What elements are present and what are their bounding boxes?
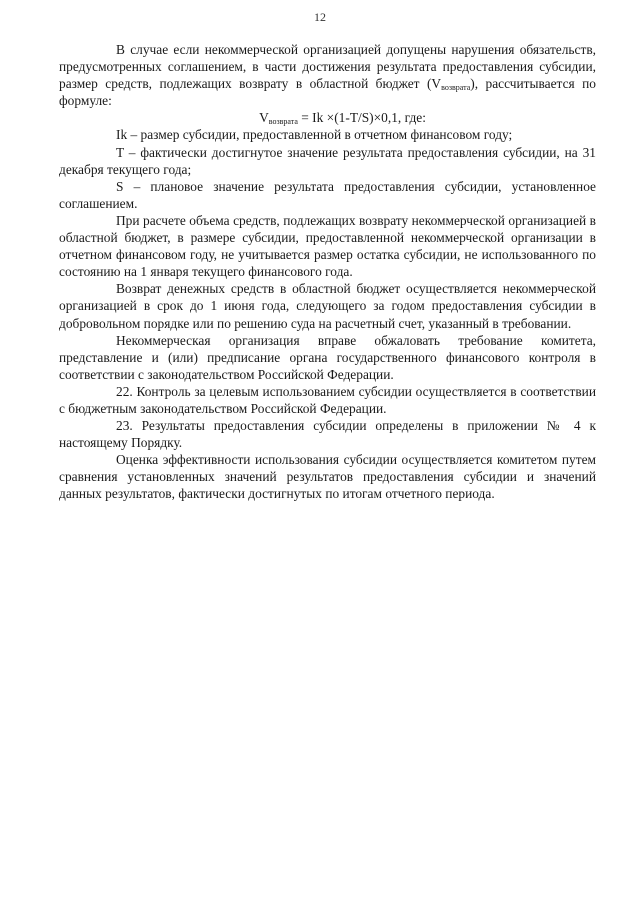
paragraph-violation-intro-tail: ), рассчитывается по формуле: xyxy=(59,76,596,109)
paragraph-efficiency-evaluation: Оценка эффективности использования субсидии осуществляется комитетом путем сравнения установленных значений результатов предоставления субсидии и значений данных результатов, фактически достигнутых по итогам отчетного периода. xyxy=(59,452,596,502)
subscript-label: возврата xyxy=(441,83,471,93)
formula-subscript: возврата xyxy=(268,117,298,127)
paragraph-violation-intro-text: В случае если некоммерческой организацией допущены нарушения обязательств, предусмотренных соглашением, в части достижения результата предоставления субсидии, размер средств, подлежащих возврату в областной бюджет (V xyxy=(59,42,596,92)
formula-variable: V xyxy=(259,110,269,126)
refund-formula xyxy=(59,109,596,126)
clause-23: 23. Результаты предоставления субсидии определены в приложении № 4 к настоящему Порядку. xyxy=(59,418,596,451)
formula-expression: = Ik ×(1-T/S)×0,1, где: xyxy=(297,110,426,126)
clause-22: 22. Контроль за целевым использованием субсидии осуществляется в соответствии с бюджетным законодательством Российской Федерации. xyxy=(59,383,596,416)
definition-t: T – фактически достигнутое значение результата предоставления субсидии, на 31 декабря текущего года; xyxy=(59,144,596,177)
definition-ik: Ik – размер субсидии, предоставленной в отчетном финансовом году; xyxy=(116,127,513,143)
paragraph-calculation: При расчете объема средств, подлежащих возврату некоммерческой организацией в областной бюджет, в размере субсидии, предоставленной некоммерческой организации в отчетном финансовом году, не учитывается размер остатка субсидии, не использованного по состоянию на 1 января текущего финансового года. xyxy=(59,212,596,280)
page-number: 12 xyxy=(314,10,326,24)
definition-s: S – плановое значение результата предоставления субсидии, установленное соглашением. xyxy=(59,178,596,211)
paragraph-refund-deadline: Возврат денежных средств в областной бюджет осуществляется некоммерческой организацией в срок до 1 июня года, следующего за годом предоставления субсидии в добровольном порядке или по решению суда на расчетный счет, указанный в требовании. xyxy=(59,281,596,331)
paragraph-appeal-right: Некоммерческая организация вправе обжаловать требование комитета, представление и (или) предписание органа государственного финансового контроля в соответствии с законодательством Российской Федерации. xyxy=(59,332,596,382)
document-body xyxy=(59,41,596,503)
paragraph-violation-intro xyxy=(59,41,596,109)
